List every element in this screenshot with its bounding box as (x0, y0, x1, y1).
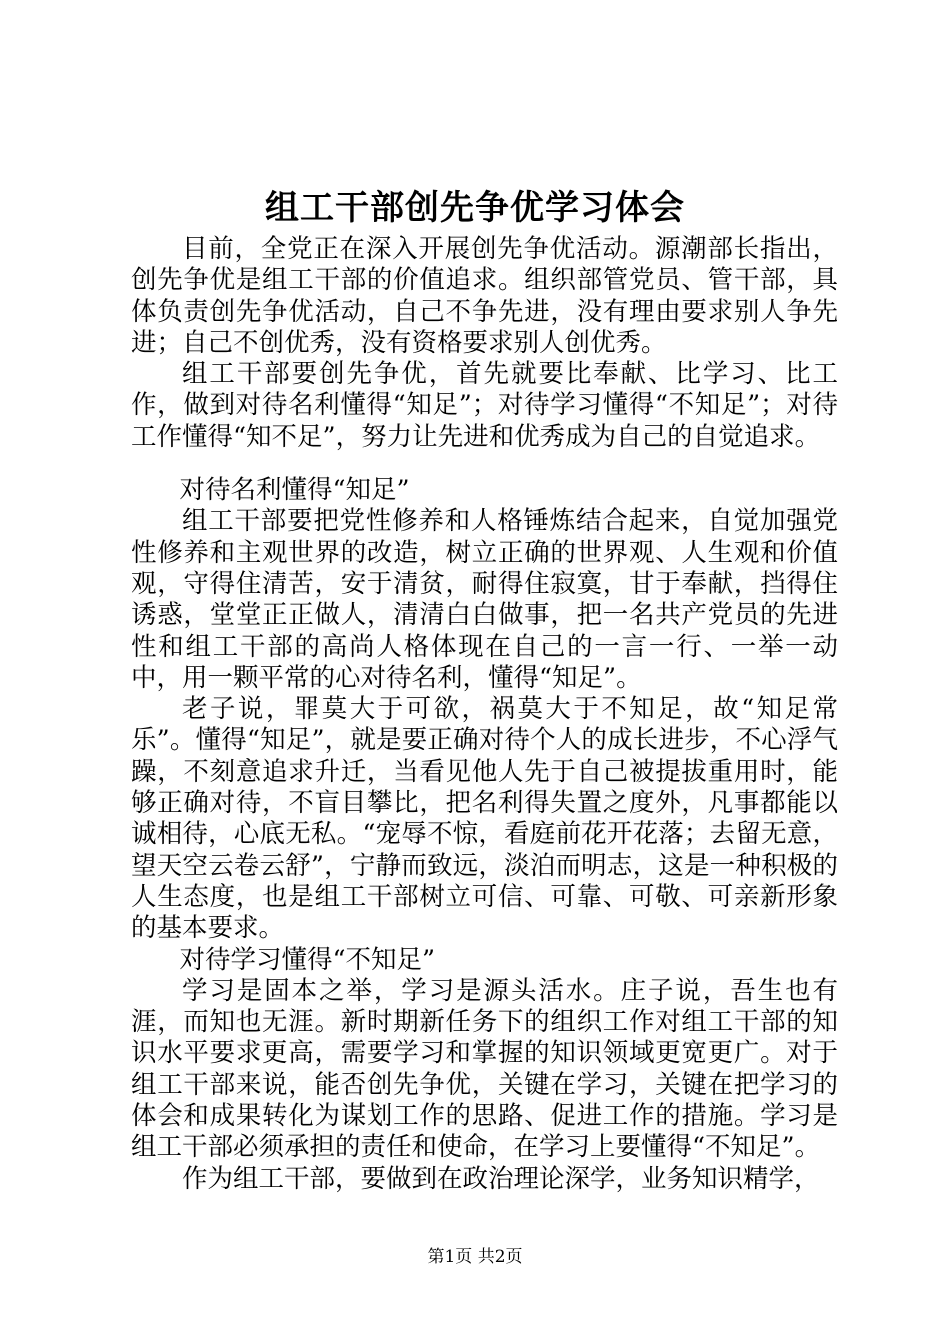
paragraph-overview: 组工干部要创先争优，首先就要比奉献、比学习、比工作，做到对待名利懂得“知足”；对待学习懂得“不知足”；对待工作懂得“知不足”，努力让先进和优秀成为自己的自觉追求。 (131, 359, 838, 452)
page-number: 第1页 共2页 (427, 1247, 523, 1267)
paragraph-fame-1: 组工干部要把党性修养和人格锤炼结合起来，自觉加强党性修养和主观世界的改造，树立正确的世界观、人生观和价值观，守得住清苦，安于清贫，耐得住寂寞，甘于奉献，挡得住诱惑，堂堂正正做人，清清白白做事，把一名共产党员的先进性和组工干部的高尚人格体现在自己的一言一行、一举一动中，用一颗平常的心对待名利，懂得“知足”。 (131, 506, 838, 693)
section-heading-fame: 对待名利懂得“知足” (179, 475, 410, 506)
document-body (131, 234, 838, 1195)
paragraph-study-2: 作为组工干部，要做到在政治理论深学，业务知识精学， (182, 1163, 820, 1194)
paragraph-study-1: 学习是固本之举，学习是源头活水。庄子说，吾生也有涯，而知也无涯。新时期新任务下的组织工作对组工干部的知识水平要求更高，需要学习和掌握的知识领域更宽更广。对于组工干部来说，能否创先争优，关键在学习，关键在把学习的体会和成果转化为谋划工作的思路、促进工作的措施。学习是组工干部必须承担的责任和使命，在学习上要懂得“不知足”。 (131, 975, 838, 1163)
document-title: 组工干部创先争优学习体会 (265, 188, 685, 228)
paragraph-intro: 目前，全党正在深入开展创先争优活动。源潮部长指出，创先争优是组工干部的价值追求。组织部管党员、管干部，具体负责创先争优活动，自己不争先进，没有理由要求别人争先进；自己不创优秀，没有资格要求别人创优秀。 (131, 234, 838, 358)
section-heading-study: 对待学习懂得“不知足” (179, 944, 436, 975)
paragraph-fame-2: 老子说，罪莫大于可欲，祸莫大于不知足，故“知足常乐”。懂得“知足”，就是要正确对待个人的成长进步，不心浮气躁，不刻意追求升迁，当看见他人先于自己被提拔重用时，能够正确对待，不盲目攀比，把名利得失置之度外，凡事都能以诚相待，心底无私。“宠辱不惊，看庭前花开花落；去留无意，望天空云卷云舒”，宁静而致远，淡泊而明志，这是一种积极的人生态度，也是组工干部树立可信、可靠、可敬、可亲新形象的基本要求。 (131, 694, 838, 944)
